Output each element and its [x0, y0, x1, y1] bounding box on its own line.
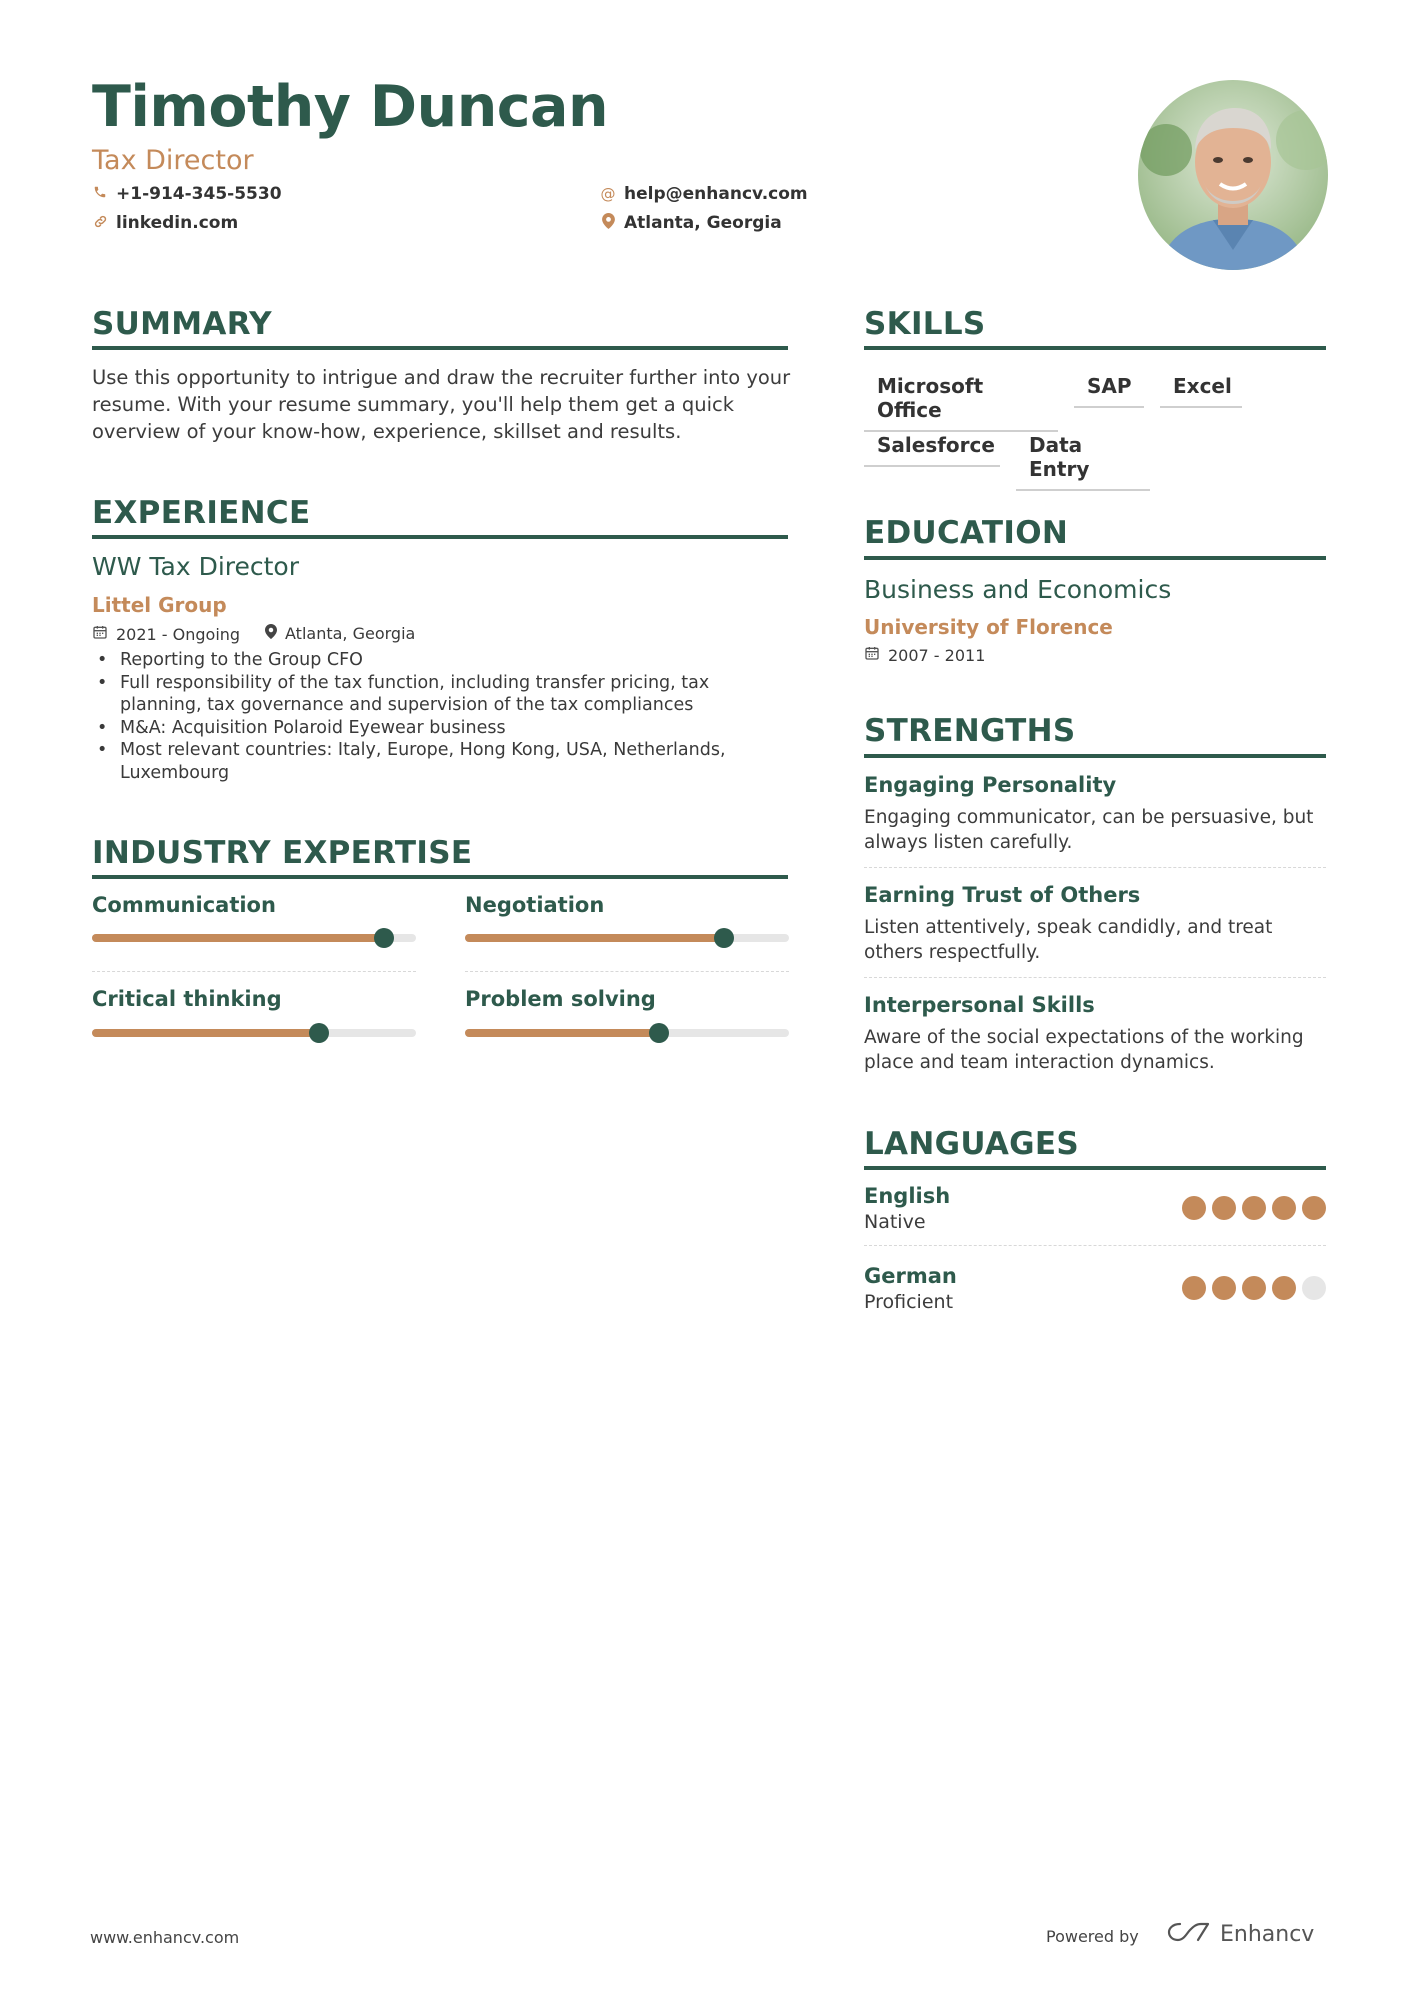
expertise-bar-negotiation: [465, 934, 789, 942]
language-level: Proficient: [864, 1291, 954, 1313]
expertise-bar-communication: [92, 934, 416, 942]
experience-divider: [92, 535, 788, 539]
enhancv-logo-icon: [1166, 1919, 1212, 1949]
summary-title: SUMMARY: [92, 306, 272, 342]
job-dates-text: 2021 - Ongoing: [116, 624, 241, 644]
contact-email: [600, 184, 808, 204]
candidate-role: Tax Director: [92, 145, 254, 176]
education-dates: [864, 645, 985, 665]
divider: [864, 867, 1326, 868]
expertise-label-negotiation: Negotiation: [465, 893, 605, 917]
map-pin-icon: [265, 624, 277, 643]
divider: [864, 977, 1326, 978]
expertise-knob: [714, 928, 734, 948]
languages-title: LANGUAGES: [864, 1126, 1079, 1162]
degree-name: Business and Economics: [864, 575, 1172, 604]
job-bullets: [92, 649, 792, 784]
expertise-fill: [465, 1029, 659, 1037]
linkedin-text[interactable]: linkedin.com: [116, 213, 239, 233]
link-icon: [92, 214, 108, 233]
expertise-label-problem-solving: Problem solving: [465, 987, 656, 1011]
skill-tag: Excel: [1160, 374, 1242, 408]
rating-dot: [1302, 1276, 1326, 1300]
brand-name: Enhancv: [1220, 1921, 1315, 1947]
job-dates: [92, 624, 240, 644]
strength-desc: Engaging communicator, can be persuasive, but always listen carefully.: [864, 807, 1314, 853]
expertise-knob: [649, 1023, 669, 1043]
rating-dot: [1212, 1196, 1236, 1220]
expertise-knob: [309, 1023, 329, 1043]
skills-divider: [864, 346, 1326, 350]
strength-title: Interpersonal Skills: [864, 993, 1095, 1017]
list-item: • M&A: Acquisition Polaroid Eyewear business: [92, 717, 792, 740]
skill-tag: Salesforce: [864, 433, 1000, 467]
language-level: Native: [864, 1211, 926, 1233]
industry-expertise-divider: [92, 875, 788, 879]
languages-divider: [864, 1166, 1326, 1170]
powered-by-text: Powered by: [1046, 1927, 1139, 1946]
language-rating: [1182, 1276, 1326, 1300]
expertise-label-communication: Communication: [92, 893, 276, 917]
at-icon: @: [600, 185, 616, 203]
job-location: [265, 624, 415, 643]
company-name: Littel Group: [92, 593, 227, 617]
school-name: University of Florence: [864, 615, 1113, 639]
rating-dot: [1182, 1196, 1206, 1220]
job-location-text: Atlanta, Georgia: [285, 624, 416, 643]
list-item: • Reporting to the Group CFO: [92, 649, 792, 672]
strength-desc: Listen attentively, speak candidly, and treat others respectfully.: [864, 917, 1273, 963]
map-pin-icon: [600, 213, 616, 233]
location-text: Atlanta, Georgia: [624, 213, 782, 233]
expertise-bar-problem-solving: [465, 1029, 789, 1037]
expertise-label-critical-thinking: Critical thinking: [92, 987, 282, 1011]
education-divider: [864, 556, 1326, 560]
industry-expertise-title: INDUSTRY EXPERTISE: [92, 835, 473, 871]
skills-title: SKILLS: [864, 306, 986, 342]
skill-tag: Microsoft Office: [864, 374, 1058, 432]
contact-phone: [92, 184, 282, 204]
language-name: English: [864, 1184, 951, 1208]
contact-linkedin: [92, 213, 238, 233]
expertise-fill: [92, 1029, 319, 1037]
rating-dot: [1272, 1196, 1296, 1220]
job-title: WW Tax Director: [92, 552, 300, 581]
rating-dot: [1242, 1276, 1266, 1300]
brand-logo: [1166, 1919, 1314, 1949]
summary-text: Use this opportunity to intrigue and draw the recruiter further into your resume. With your resume summary, you'll help them get a quick overview of your know-how, experience, skillset and results.: [92, 366, 791, 443]
skill-tag: SAP: [1074, 374, 1144, 408]
list-item: • Most relevant countries: Italy, Europe, Hong Kong, USA, Netherlands, Luxembourg: [92, 739, 792, 784]
strengths-divider: [864, 754, 1326, 758]
divider: [864, 1245, 1326, 1246]
divider: [465, 971, 789, 972]
calendar-icon: [864, 645, 880, 665]
skill-tag: Data Entry: [1016, 433, 1150, 491]
phone-icon: [92, 185, 108, 203]
summary-divider: [92, 346, 788, 350]
strength-title: Earning Trust of Others: [864, 883, 1141, 907]
rating-dot: [1302, 1196, 1326, 1220]
contact-location: [600, 213, 782, 233]
rating-dot: [1242, 1196, 1266, 1220]
profile-photo: [1138, 80, 1328, 270]
expertise-fill: [92, 934, 384, 942]
education-title: EDUCATION: [864, 515, 1069, 551]
language-rating: [1182, 1196, 1326, 1220]
expertise-fill: [465, 934, 724, 942]
language-name: German: [864, 1264, 957, 1288]
experience-title: EXPERIENCE: [92, 495, 311, 531]
strength-desc: Aware of the social expectations of the working place and team interaction dynamics.: [864, 1027, 1304, 1073]
rating-dot: [1182, 1276, 1206, 1300]
strength-title: Engaging Personality: [864, 773, 1117, 797]
expertise-bar-critical-thinking: [92, 1029, 416, 1037]
email-text[interactable]: help@enhancv.com: [624, 184, 808, 204]
list-item: • Full responsibility of the tax function, including transfer pricing, tax planning, tax governance and supervision of the tax compliances: [92, 672, 792, 717]
divider: [92, 971, 416, 972]
rating-dot: [1272, 1276, 1296, 1300]
rating-dot: [1212, 1276, 1236, 1300]
phone-text[interactable]: +1-914-345-5530: [116, 184, 282, 204]
footer-url[interactable]: www.enhancv.com: [90, 1928, 240, 1947]
expertise-knob: [374, 928, 394, 948]
education-dates-text: 2007 - 2011: [888, 645, 986, 665]
candidate-name: Timothy Duncan: [92, 74, 609, 140]
strengths-title: STRENGTHS: [864, 713, 1076, 749]
calendar-icon: [92, 624, 108, 644]
